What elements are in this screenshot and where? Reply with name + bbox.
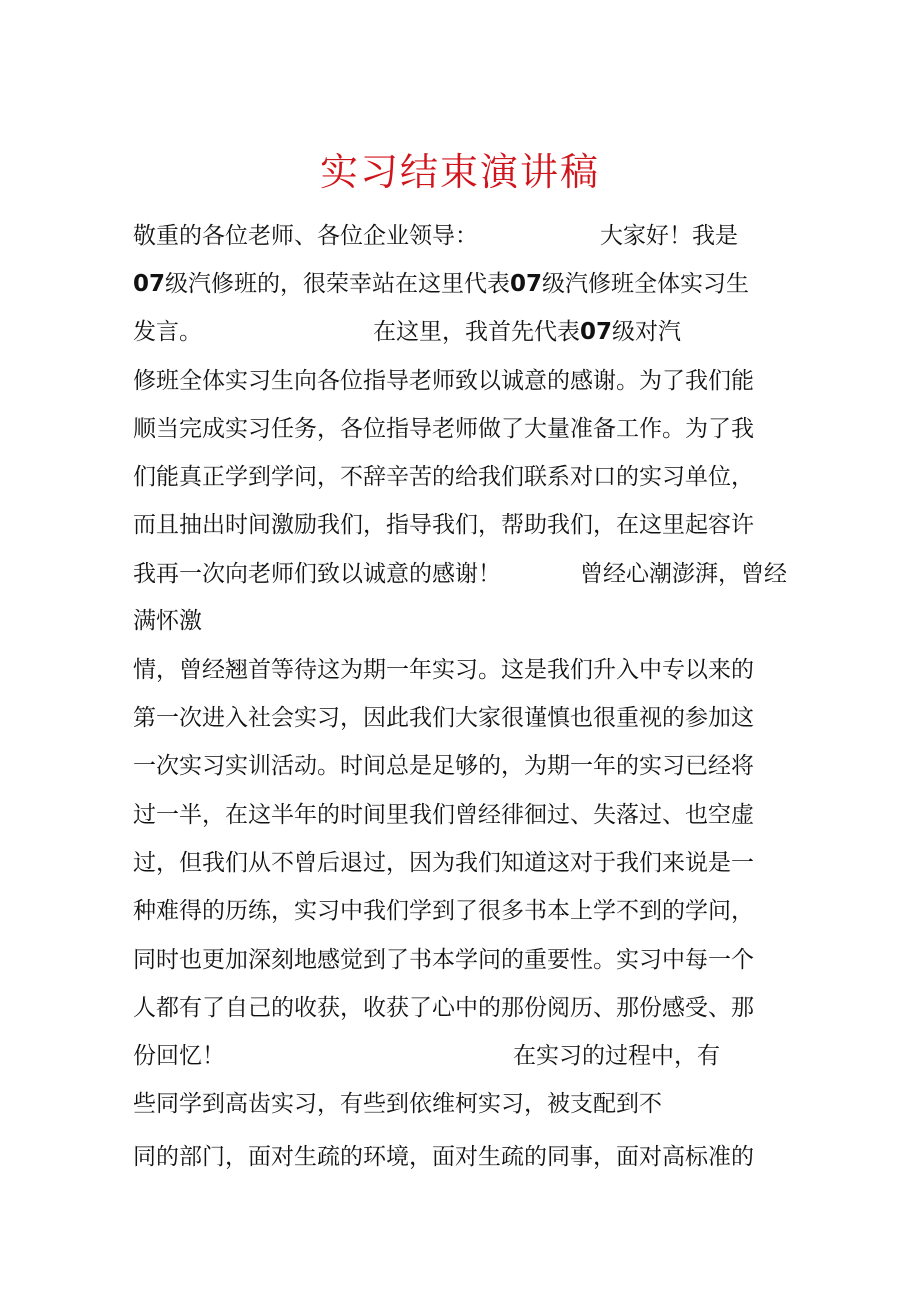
- text-segment: 份回忆！: [133, 1043, 225, 1069]
- text-segment: 而且抽出时间激励我们，指导我们，帮助我们，在这里起容许: [133, 512, 754, 538]
- text-segment: 在实习的过程中，有: [513, 1043, 720, 1069]
- class-number: 07: [510, 271, 543, 297]
- text-line: [133, 646, 793, 694]
- text-line: [133, 839, 793, 887]
- text-line: [133, 742, 793, 790]
- text-segment: 顺当完成实习任务，各位指导老师做了大量准备工作。为了我: [133, 416, 754, 442]
- text-segment: 在这里，我首先代表: [373, 319, 580, 345]
- text-segment: 曾经心潮澎湃，曾经: [580, 561, 787, 587]
- text-segment: 们能真正学到学问，不辞辛苦的给我们联系对口的实习单位，: [133, 464, 754, 490]
- text-segment: 级对汽: [612, 319, 682, 345]
- text-line: [133, 887, 793, 935]
- text-line: [133, 1032, 753, 1080]
- text-segment: 我再一次向老师们致以诚意的感谢！: [133, 561, 501, 587]
- text-line: [133, 1133, 793, 1181]
- text-segment: 第一次进入社会实习，因此我们大家很谨慎也很重视的参加这: [133, 705, 754, 731]
- text-line: [133, 550, 793, 598]
- text-line: [133, 694, 793, 742]
- text-segment: 敬重的各位老师、各位企业领导：: [133, 223, 478, 249]
- text-segment: 同时也更加深刻地感觉到了书本学问的重要性。实习中每一个: [133, 947, 754, 973]
- text-segment: 过，但我们从不曾后退过，因为我们知道这对于我们来说是一: [133, 850, 754, 876]
- text-segment: 情，曾经翘首等待这为期一年实习。这是我们升入中专以来的: [133, 657, 754, 683]
- text-segment: 级汽修班全体实习生: [542, 271, 750, 297]
- text-segment: 同的部门，面对生疏的环境，面对生疏的同事，面对高标准的: [133, 1144, 754, 1170]
- text-line: [133, 597, 793, 645]
- text-segment: 些同学到高齿实习，有些到依维柯实习，被支配到不: [133, 1091, 662, 1117]
- text-line: [133, 308, 733, 356]
- class-number: 07: [580, 319, 613, 345]
- text-segment: 级汽修班的，很荣幸站在这里代表: [165, 271, 511, 297]
- text-line: [133, 1080, 753, 1128]
- text-line: [133, 212, 753, 260]
- text-segment: 一次实习实训活动。时间总是足够的，为期一年的实习已经将: [133, 753, 754, 779]
- text-segment: 种难得的历练，实习中我们学到了很多书本上学不到的学问，: [133, 898, 754, 924]
- text-line: [133, 405, 793, 453]
- text-segment: 发言。: [133, 319, 202, 345]
- text-segment: 满怀激: [133, 608, 202, 634]
- text-line: [133, 501, 793, 549]
- text-segment: 大家好！我是: [600, 223, 738, 249]
- text-segment: 人都有了自己的收获，收获了心中的那份阅历、那份感受、那: [133, 995, 754, 1021]
- document-title: 实习结束演讲稿: [319, 150, 600, 194]
- text-line: [133, 984, 793, 1032]
- text-line: [133, 791, 793, 839]
- text-line: [133, 260, 793, 308]
- class-number: 07: [133, 271, 166, 297]
- text-line: [133, 453, 793, 501]
- text-segment: 修班全体实习生向各位指导老师致以诚意的感谢。为了我们能: [133, 368, 754, 394]
- text-line: [133, 357, 793, 405]
- text-line: [133, 936, 793, 984]
- text-segment: 过一半，在这半年的时间里我们曾经徘徊过、失落过、也空虚: [133, 802, 754, 828]
